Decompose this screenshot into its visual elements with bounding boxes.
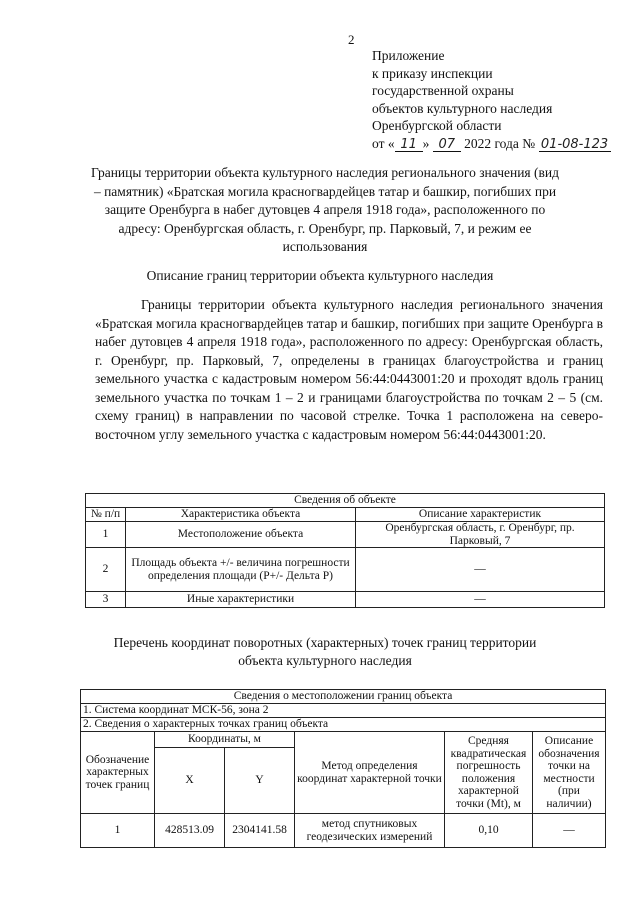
section-subtitle: Описание границ территории объекта культурного наследия: [146, 268, 494, 283]
coordinate-system: 1. Система координат МСК-56, зона 2: [81, 704, 606, 718]
table-cell: 2304141.58: [225, 814, 295, 848]
year-text: 2022 года №: [464, 135, 536, 151]
column-header: Описание характеристик: [356, 508, 605, 522]
table-cell: 1: [81, 814, 155, 848]
table-cell: 2: [86, 548, 126, 592]
handwritten-month: 07: [433, 139, 461, 152]
column-header: Обозначение характерных точек границ: [81, 732, 155, 814]
boundary-description: Границы территории объекта культурного наследия регионального значения «Братская могила красногвардейцев татар и башкир, погибших при защите Оренбурга в набег дутовцев 4 апреля 1918 года», расположенного по адресу: Оренбургская область, г. Оренбург, пр. Парковый, 7, определены в границах благоустройства и границ земельного участка с кадастровым номером 56:44:0443001:20 и проходят вдоль границ земельного участка по точкам 1 – 2 и границами благоустройства по точкам 2 – 5 (см. схему границ) в направлении по часовой стрелке. Точка 1 расположена на северо-восточном углу земельного участка с кадастровым номером 56:44:0443001:20.: [95, 297, 603, 442]
table-cell: —: [356, 548, 605, 592]
column-header: X: [155, 748, 225, 814]
appendix-line: государственной охраны: [372, 83, 514, 98]
order-date-line: [372, 135, 611, 153]
handwritten-day: 11: [395, 139, 423, 152]
column-header: Описание обозначения точки на местности (при наличии): [533, 732, 606, 814]
table-caption: Сведения об объекте: [86, 494, 605, 508]
document-title: Границы территории объекта культурного наследия регионального значения (вид – памятник) «Братская могила красногвардейцев татар и башкир, погибших при защите Оренбурга в набег дутовцев 4 апреля 1918 года», расположенного по адресу: Оренбургская область, г. Оренбург, пр. Парковый, 7, и режим ее использования: [91, 165, 559, 254]
table-cell: —: [533, 814, 606, 848]
table-cell: Местоположение объекта: [126, 522, 356, 548]
coordinates-table: [80, 689, 606, 848]
column-header: № п/п: [86, 508, 126, 522]
column-header: Характеристика объекта: [126, 508, 356, 522]
column-header: Координаты, м: [155, 732, 295, 748]
table-row: [86, 592, 605, 608]
column-header: Y: [225, 748, 295, 814]
table-row: [86, 522, 605, 548]
table-cell: метод спутниковых геодезических измерений: [295, 814, 445, 848]
table-caption: Сведения о местоположении границ объекта: [81, 690, 606, 704]
table-cell: Иные характеристики: [126, 592, 356, 608]
column-header: Средняя квадратическая погрешность положения характерной точки (Mt), м: [445, 732, 533, 814]
table-cell: 428513.09: [155, 814, 225, 848]
appendix-block: [372, 47, 611, 152]
table-cell: Оренбургская область, г. Оренбург, пр. Парковый, 7: [356, 522, 605, 548]
handwritten-order-number: 01-08-123: [539, 139, 611, 152]
appendix-line: объектов культурного наследия: [372, 100, 553, 116]
points-caption: 2. Сведения о характерных точках границ объекта: [81, 718, 606, 732]
appendix-line: к приказу инспекции: [372, 65, 493, 81]
appendix-line: Приложение: [372, 48, 445, 63]
coordinates-list-title: Перечень координат поворотных (характерных) точек границ территории объекта культурного наследия: [113, 635, 537, 668]
appendix-line: Оренбургской области: [372, 118, 502, 133]
table-cell: 3: [86, 592, 126, 608]
table-row: [81, 814, 606, 848]
date-prefix: от «: [372, 135, 395, 151]
table-cell: —: [356, 592, 605, 608]
date-mid: »: [422, 135, 430, 151]
page-number: 2: [348, 32, 355, 47]
table-row: [86, 548, 605, 592]
table-cell: 1: [86, 522, 126, 548]
object-info-table: [85, 493, 605, 608]
table-cell: Площадь объекта +/- величина погрешности определения площади (P+/- Дельта P): [126, 548, 356, 592]
column-header: Метод определения координат характерной точки: [295, 732, 445, 814]
table-cell: 0,10: [445, 814, 533, 848]
